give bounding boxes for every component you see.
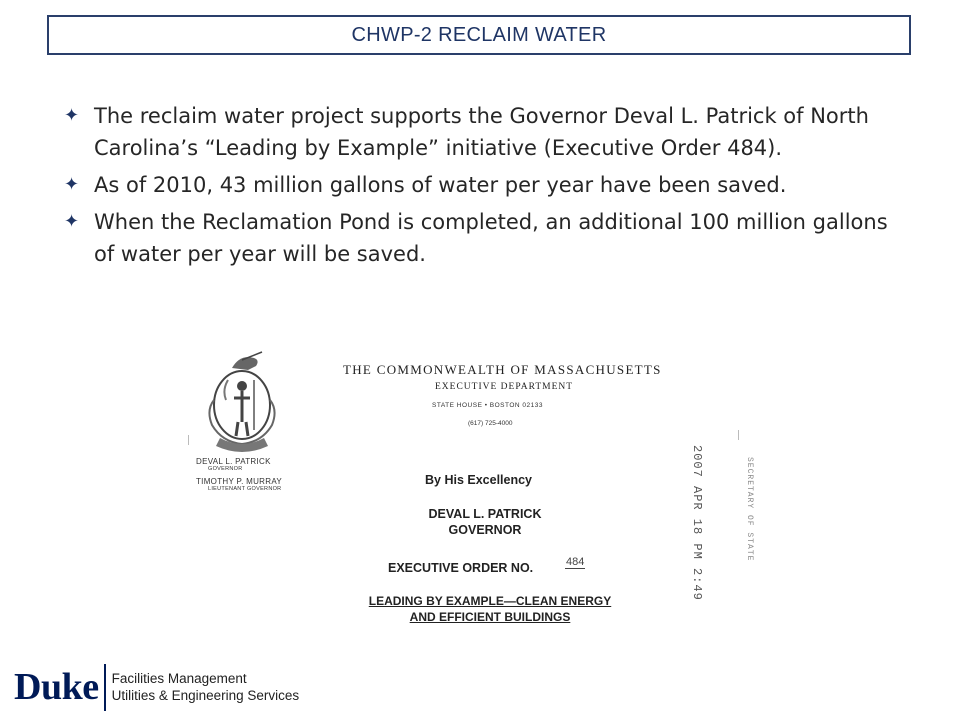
bullet-text: As of 2010, 43 million gallons of water per year have been saved. — [94, 173, 787, 197]
executive-order-title — [340, 593, 640, 625]
footer-line-1: Facilities Management — [111, 671, 247, 686]
order-title-line: LEADING BY EXAMPLE—CLEAN ENERGY — [368, 594, 612, 608]
executive-order-scan — [180, 345, 770, 635]
governor-title: GOVERNOR — [448, 523, 522, 537]
bullet-text: When the Reclamation Pond is completed, an additional 100 million gallons of water per year will be saved. — [94, 210, 888, 266]
footer-divider — [104, 664, 106, 711]
secretary-of-state-stamp: SECRETARY OF STATE — [745, 457, 754, 562]
officials-list — [196, 457, 282, 497]
scan-mark — [188, 435, 189, 445]
bullet-item — [62, 206, 912, 270]
official-name: DEVAL L. PATRICK — [196, 457, 271, 466]
footer-department — [112, 670, 300, 704]
bullet-list — [62, 100, 912, 275]
received-date-stamp: 2007 APR 18 PM 2:49 — [690, 445, 704, 601]
slide-title: CHWP-2 RECLAIM WATER — [351, 23, 607, 46]
governor-block — [420, 506, 550, 538]
letterhead-department: EXECUTIVE DEPARTMENT — [435, 382, 574, 392]
letterhead-address: STATE HOUSE • BOSTON 02133 — [432, 402, 544, 409]
order-title-line: AND EFFICIENT BUILDINGS — [409, 610, 571, 624]
four-point-star-icon: ✦ — [64, 105, 80, 126]
executive-order-label: EXECUTIVE ORDER NO. — [388, 561, 534, 575]
bullet-text: The reclaim water project supports the Governor Deval L. Patrick of North Carolina’s “Leading by Example” initiative (Executive Order 484). — [94, 104, 869, 160]
four-point-star-icon: ✦ — [64, 174, 80, 195]
massachusetts-seal-icon — [202, 350, 282, 455]
letterhead-commonwealth: THE COMMONWEALTH OF MASSACHUSETTS — [343, 362, 662, 377]
bullet-item — [62, 100, 912, 164]
governor-name: DEVAL L. PATRICK — [428, 507, 542, 521]
slide-title-box — [47, 15, 911, 55]
four-point-star-icon: ✦ — [64, 211, 80, 232]
executive-order-number: 484 — [566, 556, 585, 568]
bullet-item — [62, 169, 912, 201]
duke-logo: Duke — [14, 666, 99, 708]
footer-line-2: Utilities & Engineering Services — [111, 688, 300, 703]
official-role: LIEUTENANT GOVERNOR — [208, 486, 282, 492]
letterhead-phone: (617) 725-4000 — [468, 420, 513, 427]
official-role: GOVERNOR — [208, 466, 243, 472]
scan-mark — [738, 430, 739, 440]
footer — [14, 662, 299, 711]
official-name: TIMOTHY P. MURRAY — [196, 477, 282, 486]
by-his-excellency: By His Excellency — [425, 473, 533, 487]
